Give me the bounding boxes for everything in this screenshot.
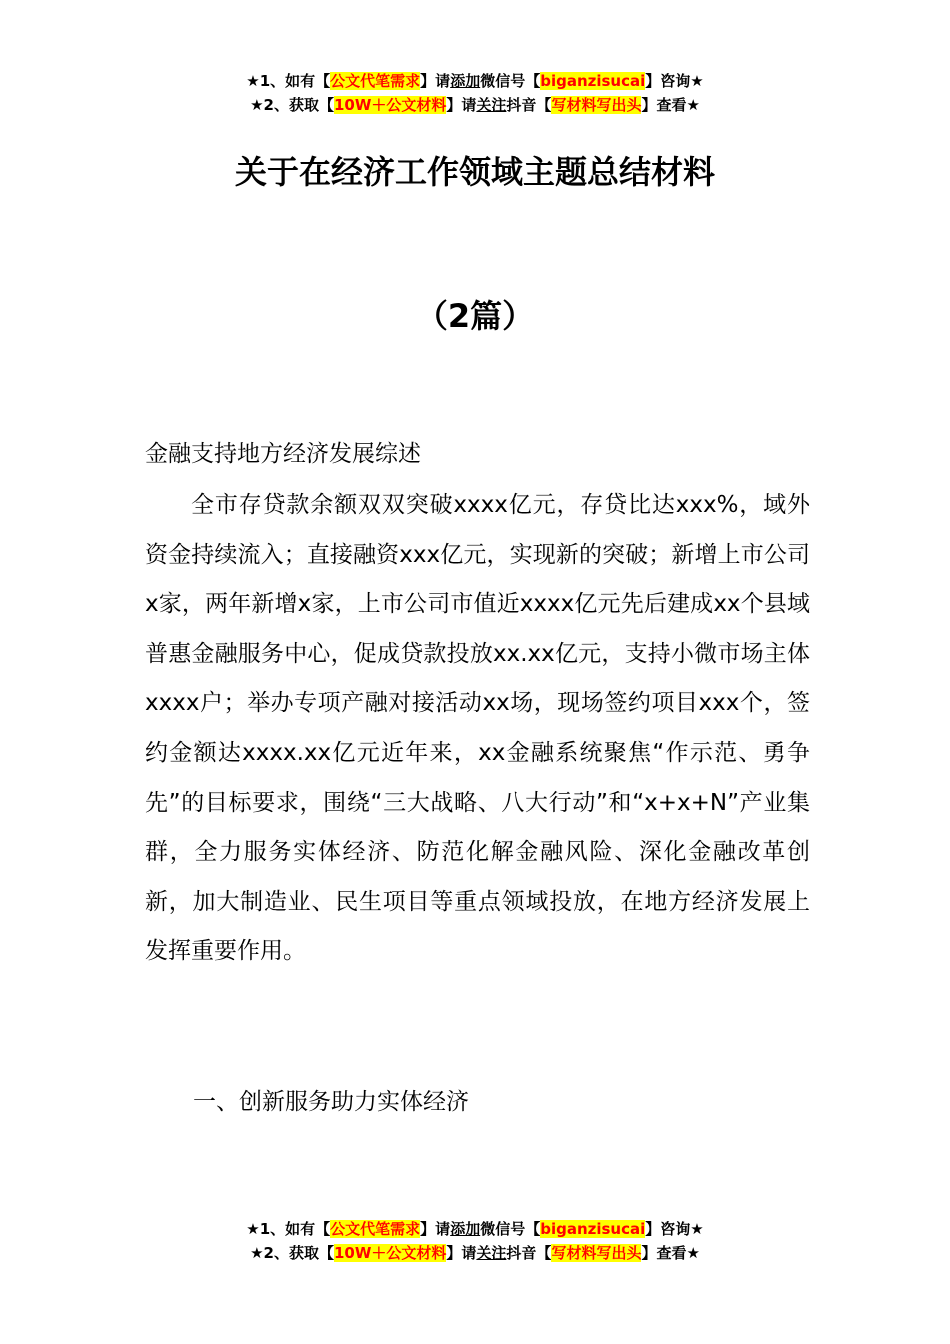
promo-line2-mid1: 】请 [446,96,477,114]
heading-1: 一、创新服务助力实体经济 [193,1089,469,1115]
promo-footer-line2-highlight-douyin: 写材料写出头 [551,1244,642,1262]
promo-line2-highlight-douyin: 写材料写出头 [551,96,642,114]
promo-footer-line1-prefix: ★1、如有【 [246,1220,331,1238]
promo-line2-mid2: 抖音【 [506,96,552,114]
promo-line1-highlight-service: 公文代笔需求 [330,72,421,90]
promo-footer-line2-highlight-materials: 10W＋公文材料 [333,1244,447,1262]
promo-header-line-2 [0,94,950,116]
promo-line1-mid2: 微信号【 [480,72,541,90]
section-title: 金融支持地方经济发展综述 [145,441,421,467]
promo-footer-line1-suffix: 】咨询★ [645,1220,704,1238]
promo-line2-prefix: ★2、获取【 [250,96,334,114]
promo-line2-highlight-materials: 10W＋公文材料 [333,96,447,114]
promo-footer-line2-underline: 关注 [476,1244,507,1262]
promo-line1-underline: 添加 [450,72,481,90]
promo-footer-line2-prefix: ★2、获取【 [250,1244,334,1262]
body-paragraph: 全市存贷款余额双双突破xxxx亿元，存贷比达xxx%，域外资金持续流入；直接融资xxx亿元，实现新的突破；新增上市公司x家，两年新增x家，上市公司市值近xxxx亿元先后建成xx个县域普惠金融服务中心，促成贷款投放xx.xx亿元，支持小微市场主体xxxx户；举办专项产融对接活动xx场，现场签约项目xxx个，签约金额达xxxx.xx亿元近年来，xx金融系统聚焦“作示范、勇争先”的目标要求，围绕“三大战略、八大行动”和“x+x+N”产业集群，全力服务实体经济、防范化解金融风险、深化金融改革创新，加大制造业、民生项目等重点领域投放，在地方经济发展上发挥重要作用。 [145,492,810,965]
promo-line2-suffix: 】查看★ [641,96,700,114]
promo-header-line-1 [0,70,950,92]
promo-line1-suffix: 】咨询★ [645,72,704,90]
promo-footer-line1-highlight-wechat: biganzisucai [540,1220,646,1238]
promo-footer-line1-mid1: 】请 [420,1220,451,1238]
promo-footer-line2-mid1: 】请 [446,1244,477,1262]
promo-footer-line1-highlight-service: 公文代笔需求 [330,1220,421,1238]
promo-line1-highlight-wechat: biganzisucai [540,72,646,90]
promo-footer-line2-suffix: 】查看★ [641,1244,700,1262]
promo-footer-line-1 [0,1218,950,1240]
promo-footer-line1-mid2: 微信号【 [480,1220,541,1238]
promo-line1-mid1: 】请 [420,72,451,90]
promo-line1-prefix: ★1、如有【 [246,72,331,90]
promo-footer-line-2 [0,1242,950,1264]
promo-footer-line2-mid2: 抖音【 [506,1244,552,1262]
promo-line2-underline: 关注 [476,96,507,114]
promo-footer-line1-underline: 添加 [450,1220,481,1238]
document-subtitle: （2篇） [415,297,535,335]
document-title: 关于在经济工作领域主题总结材料 [234,153,715,191]
